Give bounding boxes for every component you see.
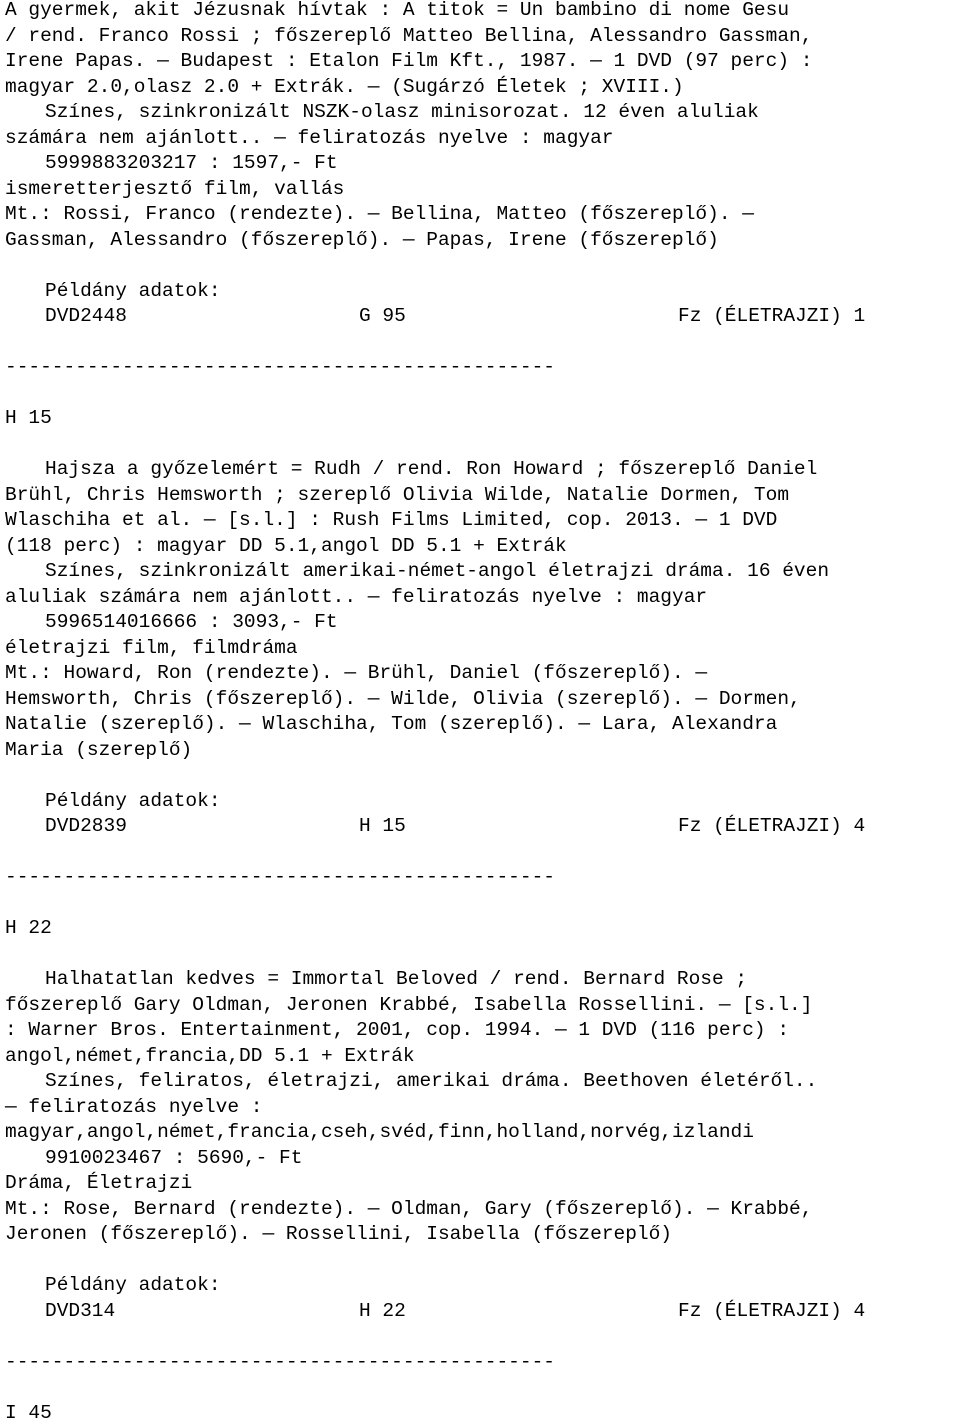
record-title: magyar 2.0,olasz 2.0 + Extrák. — (Sugárzó Életek ; XVIII.) (5, 75, 960, 101)
record-title: / rend. Franco Rossi ; főszereplő Matteo Bellina, Alessandro Gassman, (5, 24, 960, 50)
record-notes: Színes, feliratos, életrajzi, amerikai dráma. Beethoven életéről.. (5, 1069, 960, 1095)
record-title: A gyermek, akit Jézusnak hívtak : A titok = Un bambino di nome Gesu (5, 0, 960, 24)
record-title: (118 perc) : magyar DD 5.1,angol DD 5.1 + Extrák (5, 534, 960, 560)
record-title: főszereplő Gary Oldman, Jeronen Krabbé, Isabella Rossellini. — [s.l.] (5, 993, 960, 1019)
copy-data-row (5, 304, 960, 330)
record-notes: — feliratozás nyelve : (5, 1095, 960, 1121)
record-title: Hajsza a győzelemért = Rudh / rend. Ron Howard ; főszereplő Daniel (5, 457, 960, 483)
record-subjects: ismeretterjesztő film, vallás (5, 177, 960, 203)
record-subjects: életrajzi film, filmdráma (5, 636, 960, 662)
shelf-heading: I 45 (5, 1401, 960, 1426)
record-isbn-price: 5999883203217 : 1597,- Ft (5, 151, 960, 177)
record-contributors: Mt.: Howard, Ron (rendezte). — Brühl, Daniel (főszereplő). — (5, 661, 960, 687)
catalog-record (5, 0, 960, 381)
copy-shelf: H 15 (359, 814, 406, 840)
copy-data-row (5, 1299, 960, 1325)
record-notes: Színes, szinkronizált NSZK-olasz minisorozat. 12 éven aluliak (5, 100, 960, 126)
record-title: angol,német,francia,DD 5.1 + Extrák (5, 1044, 960, 1070)
record-notes: aluliak számára nem ajánlott.. — feliratozás nyelve : magyar (5, 585, 960, 611)
record-title: Halhatatlan kedves = Immortal Beloved / rend. Bernard Rose ; (5, 967, 960, 993)
copy-data-row (5, 814, 960, 840)
record-title: Wlaschiha et al. — [s.l.] : Rush Films Limited, cop. 2013. — 1 DVD (5, 508, 960, 534)
record-title: Brühl, Chris Hemsworth ; szereplő Olivia Wilde, Natalie Dormen, Tom (5, 483, 960, 509)
copy-shelf: G 95 (359, 304, 406, 330)
record-separator: ----------------------------------------------- (5, 865, 960, 891)
record-notes: számára nem ajánlott.. — feliratozás nyelve : magyar (5, 126, 960, 152)
record-contributors: Mt.: Rose, Bernard (rendezte). — Oldman, Gary (főszereplő). — Krabbé, (5, 1197, 960, 1223)
record-contributors: Hemsworth, Chris (főszereplő). — Wilde, Olivia (szereplő). — Dormen, (5, 687, 960, 713)
record-contributors: Mt.: Rossi, Franco (rendezte). — Bellina, Matteo (főszereplő). — (5, 202, 960, 228)
record-contributors: Maria (szereplő) (5, 738, 960, 764)
copy-data-label: Példány adatok: (5, 1273, 960, 1299)
copy-collection: Fz (ÉLETRAJZI) 4 (678, 1299, 865, 1325)
catalog-record (5, 916, 960, 1375)
copy-shelf: H 22 (359, 1299, 406, 1325)
record-contributors: Jeronen (főszereplő). — Rossellini, Isabella (főszereplő) (5, 1222, 960, 1248)
record-separator: ----------------------------------------------- (5, 355, 960, 381)
record-title: : Warner Bros. Entertainment, 2001, cop. 1994. — 1 DVD (116 perc) : (5, 1018, 960, 1044)
record-contributors: Gassman, Alessandro (főszereplő). — Papas, Irene (főszereplő) (5, 228, 960, 254)
record-isbn-price: 5996514016666 : 3093,- Ft (5, 610, 960, 636)
record-notes: Színes, szinkronizált amerikai-német-angol életrajzi dráma. 16 éven (5, 559, 960, 585)
copy-barcode: DVD2448 (45, 304, 127, 330)
copy-barcode: DVD2839 (45, 814, 127, 840)
record-subjects: Dráma, Életrajzi (5, 1171, 960, 1197)
record-separator: ----------------------------------------------- (5, 1350, 960, 1376)
copy-data-label: Példány adatok: (5, 279, 960, 305)
copy-collection: Fz (ÉLETRAJZI) 1 (678, 304, 865, 330)
record-title: Irene Papas. — Budapest : Etalon Film Kft., 1987. — 1 DVD (97 perc) : (5, 49, 960, 75)
record-contributors: Natalie (szereplő). — Wlaschiha, Tom (szereplő). — Lara, Alexandra (5, 712, 960, 738)
catalog-page (5, 0, 960, 1426)
catalog-record (5, 406, 960, 891)
record-notes: magyar,angol,német,francia,cseh,svéd,finn,holland,norvég,izlandi (5, 1120, 960, 1146)
copy-barcode: DVD314 (45, 1299, 115, 1325)
copy-data-label: Példány adatok: (5, 789, 960, 815)
shelf-heading: H 15 (5, 406, 960, 432)
copy-collection: Fz (ÉLETRAJZI) 4 (678, 814, 865, 840)
shelf-heading: H 22 (5, 916, 960, 942)
record-isbn-price: 9910023467 : 5690,- Ft (5, 1146, 960, 1172)
